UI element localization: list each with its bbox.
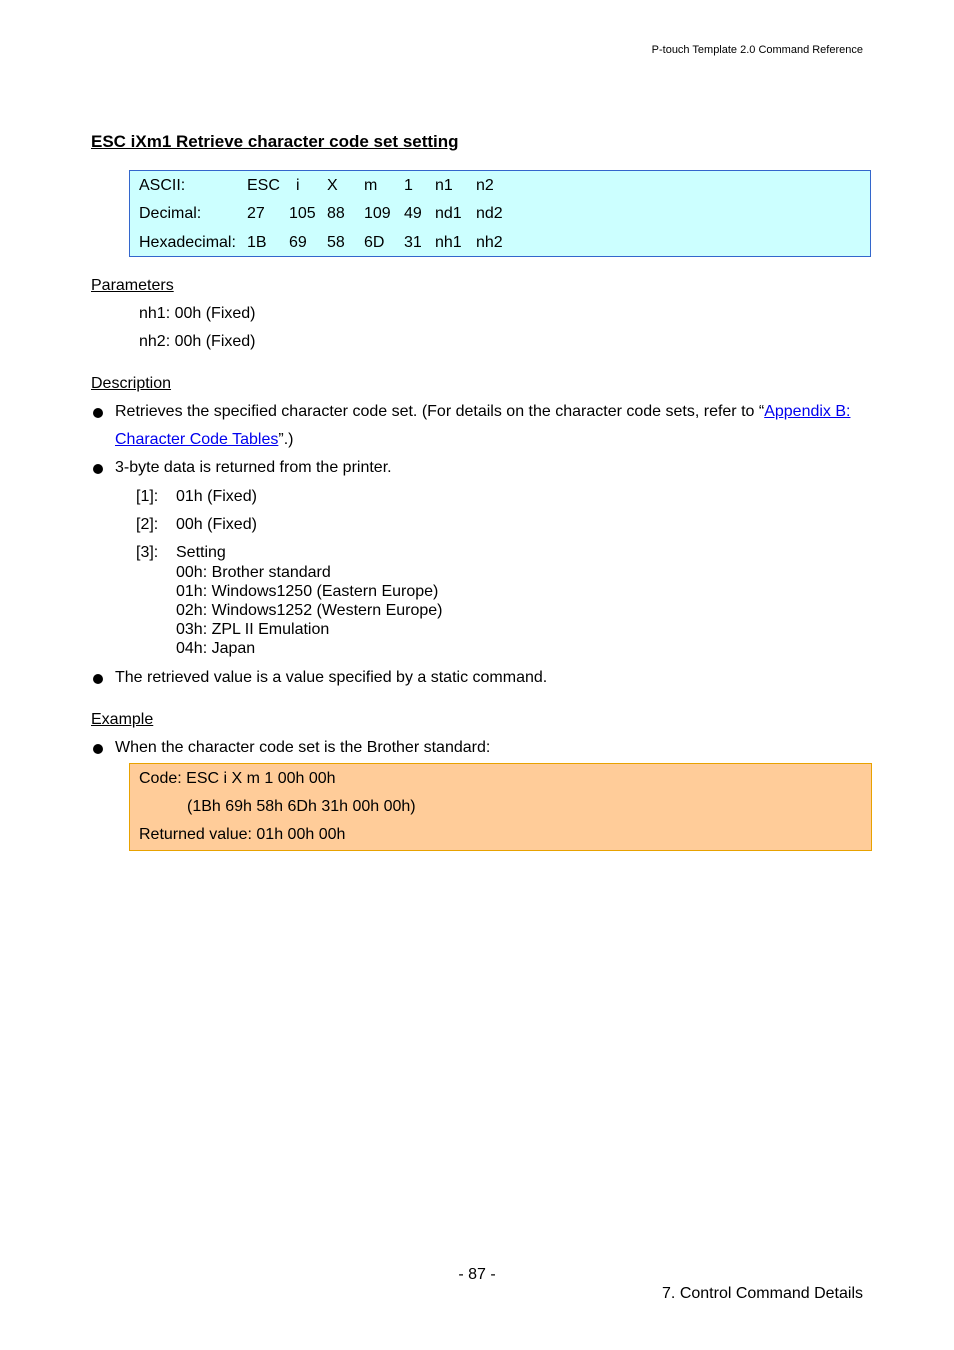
cell: 58 xyxy=(327,234,345,251)
cell: 105 xyxy=(289,205,316,222)
description-heading: Description xyxy=(91,375,172,392)
example-code-line: Code: ESC i X m 1 00h 00h xyxy=(139,770,336,787)
row-label: Decimal: xyxy=(139,205,202,222)
description-bullet-3: The retrieved value is a value specified by a static command. xyxy=(115,669,548,686)
parameter-item: nh1: 00h (Fixed) xyxy=(139,305,256,322)
example-code-box xyxy=(129,763,872,851)
byte-value: 01h (Fixed) xyxy=(176,488,257,505)
setting-item: 02h: Windows1252 (Western Europe) xyxy=(176,602,443,619)
cell: 6D xyxy=(364,234,385,251)
cell: n1 xyxy=(435,177,453,194)
example-returned-value: Returned value: 01h 00h 00h xyxy=(139,826,346,843)
bullet-text: Retrieves the specified character code set. (For details on the character code sets, refer to “ xyxy=(115,403,765,420)
cell: m xyxy=(364,177,378,194)
cell: 88 xyxy=(327,205,345,222)
cell: nd1 xyxy=(435,205,462,222)
setting-item: 04h: Japan xyxy=(176,640,256,657)
example-heading: Example xyxy=(91,711,154,728)
row-label: ASCII: xyxy=(139,177,186,194)
example-code-hex: (1Bh 69h 58h 6Dh 31h 00h 00h) xyxy=(187,798,416,815)
chapter-footer: 7. Control Command Details xyxy=(662,1285,863,1302)
byte-index: [3]: xyxy=(136,544,159,561)
cell: 1 xyxy=(404,177,413,194)
cell: nh2 xyxy=(476,234,503,251)
description-bullet-1 xyxy=(115,403,850,421)
cell: ESC xyxy=(247,177,280,194)
document-header: P-touch Template 2.0 Command Reference xyxy=(651,44,863,56)
appendix-b-link[interactable]: Appendix B: xyxy=(764,403,851,420)
example-bullet: When the character code set is the Brother standard: xyxy=(115,739,491,756)
cell: nh1 xyxy=(435,234,462,251)
command-table xyxy=(129,170,871,257)
byte-index: [2]: xyxy=(136,516,159,533)
cell: n2 xyxy=(476,177,494,194)
description-bullet-2: 3-byte data is returned from the printer. xyxy=(115,459,392,476)
setting-item: 03h: ZPL II Emulation xyxy=(176,621,330,638)
bullet-dot xyxy=(93,464,103,474)
cell: nd2 xyxy=(476,205,503,222)
row-label: Hexadecimal: xyxy=(139,234,236,251)
cell: 27 xyxy=(247,205,265,222)
cell: X xyxy=(327,177,338,194)
cell: i xyxy=(296,177,300,194)
setting-item: 00h: Brother standard xyxy=(176,564,331,581)
byte-index: [1]: xyxy=(136,488,159,505)
page-title: ESC iXm1 Retrieve character code set setting xyxy=(91,132,459,151)
cell: 69 xyxy=(289,234,307,251)
bullet-dot xyxy=(93,744,103,754)
bullet-dot xyxy=(93,408,103,418)
cell: 109 xyxy=(364,205,391,222)
setting-item: 01h: Windows1250 (Eastern Europe) xyxy=(176,583,439,600)
character-code-tables-link[interactable]: Character Code Tables xyxy=(115,431,279,448)
byte-value: Setting xyxy=(176,544,226,561)
byte-value: 00h (Fixed) xyxy=(176,516,257,533)
parameters-heading: Parameters xyxy=(91,277,174,294)
cell: 1B xyxy=(247,234,267,251)
cell: 31 xyxy=(404,234,422,251)
description-bullet-1-cont xyxy=(115,431,293,449)
page-number: - 87 - xyxy=(458,1266,496,1283)
bullet-text: ”.) xyxy=(278,431,294,448)
cell: 49 xyxy=(404,205,422,222)
parameter-item: nh2: 00h (Fixed) xyxy=(139,333,256,350)
bullet-dot xyxy=(93,674,103,684)
